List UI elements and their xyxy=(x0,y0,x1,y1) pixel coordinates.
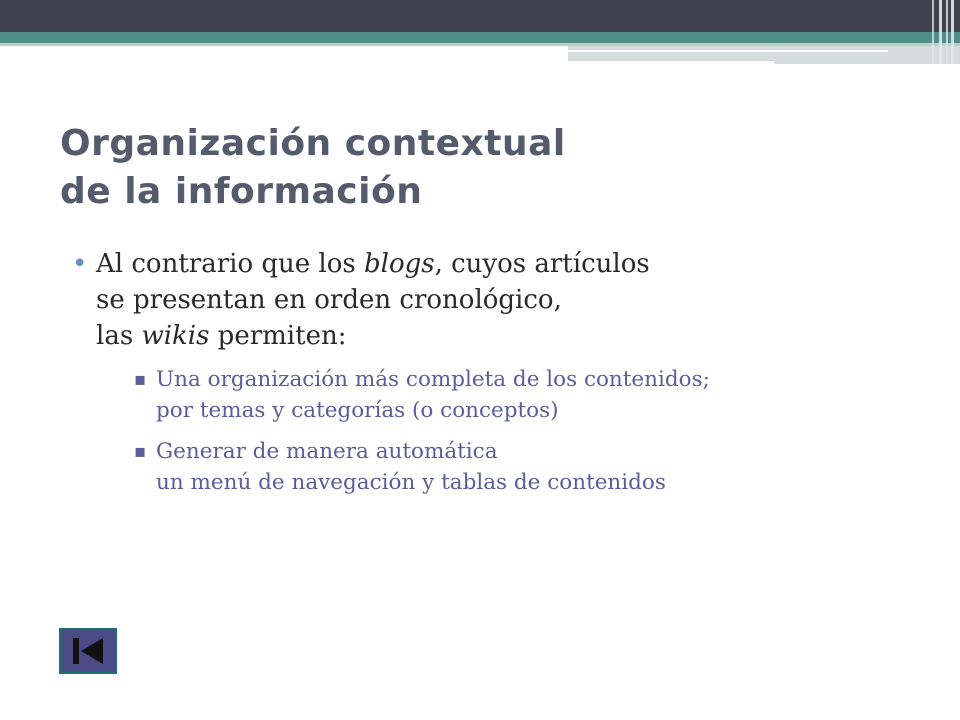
header-vertical-line xyxy=(939,0,942,64)
slide-title-line: de la información xyxy=(60,171,423,212)
sub-bullet-line: Una organización más completa de los contenidos; xyxy=(156,367,710,392)
bullet-line xyxy=(96,246,932,282)
header-band-dark xyxy=(0,0,960,32)
text-run: las xyxy=(96,321,142,351)
slide-body xyxy=(72,246,932,508)
text-run-italic: blogs xyxy=(363,249,435,279)
slide-title xyxy=(60,120,880,216)
sub-bullet-list xyxy=(72,364,932,498)
slide-title-line: Organización contextual xyxy=(60,123,566,164)
skip-to-first-icon xyxy=(61,630,115,672)
sub-bullet-line: Generar de manera automática xyxy=(156,439,498,464)
header-tab-line xyxy=(568,61,774,64)
header-tab-line xyxy=(568,50,888,52)
sub-bullet-item xyxy=(132,436,932,498)
bullet-line xyxy=(96,318,932,354)
sub-bullet-item xyxy=(132,364,932,426)
sub-bullet-line: un menú de navegación y tablas de contenidos xyxy=(156,470,666,495)
text-run: permiten: xyxy=(209,321,347,351)
text-run: , cuyos artículos xyxy=(434,249,650,279)
header-vertical-line xyxy=(932,0,934,64)
text-run: Al contrario que los xyxy=(96,249,364,279)
bullet-item xyxy=(72,246,932,354)
header-vertical-line xyxy=(946,0,948,64)
text-run-italic: wikis xyxy=(141,321,210,351)
header-band-teal xyxy=(0,32,960,43)
text-run: se presentan en orden cronológico, xyxy=(96,285,562,315)
sub-bullet-marker: ▪ xyxy=(134,369,147,390)
sub-bullet-marker: ▪ xyxy=(134,441,147,462)
header-vertical-line xyxy=(951,0,954,64)
sub-bullet-line: por temas y categorías (o conceptos) xyxy=(156,398,559,423)
first-slide-button[interactable] xyxy=(59,628,117,674)
bullet-marker: • xyxy=(72,249,88,279)
bullet-line xyxy=(96,282,932,318)
